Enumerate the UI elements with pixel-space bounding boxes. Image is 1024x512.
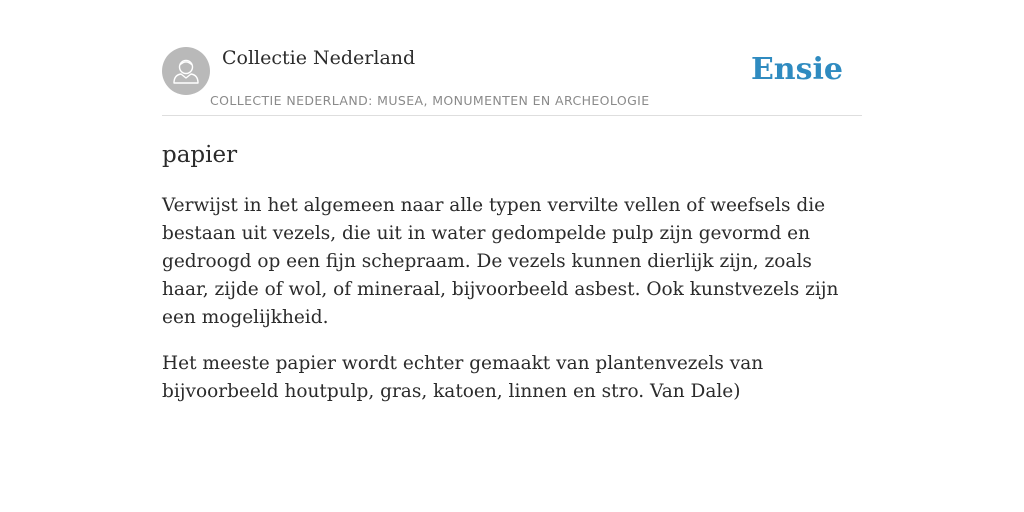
entry-definition [162,192,852,424]
ensie-logo[interactable]: Ensie [750,52,843,87]
author-name[interactable]: Collectie Nederland [222,47,416,69]
entry-term: papier [162,142,238,168]
definition-paragraph-2: Het meeste papier wordt echter gemaakt van plantenvezels van bijvoorbeeld houtpulp, gras, katoen, linnen en stro. Van Dale) [162,353,764,402]
definition-paragraph-1: Verwijst in het algemeen naar alle typen vervilte vellen of weefsels die bestaan uit vezels, die uit in water gedompelde pulp zijn gevormd en gedroogd op een fijn schepraam. De vezels kunnen dierlijk zijn, zoals haar, zijde of wol, of mineraal, bijvoorbeeld asbest. Ook kunstvezels zijn een mogelijkheid. [162,195,839,328]
user-silhouette-icon [162,47,210,95]
entry-header [162,46,862,116]
source-label: COLLECTIE NEDERLAND: MUSEA, MONUMENTEN EN ARCHEOLOGIE [210,93,650,108]
avatar[interactable] [162,47,210,95]
